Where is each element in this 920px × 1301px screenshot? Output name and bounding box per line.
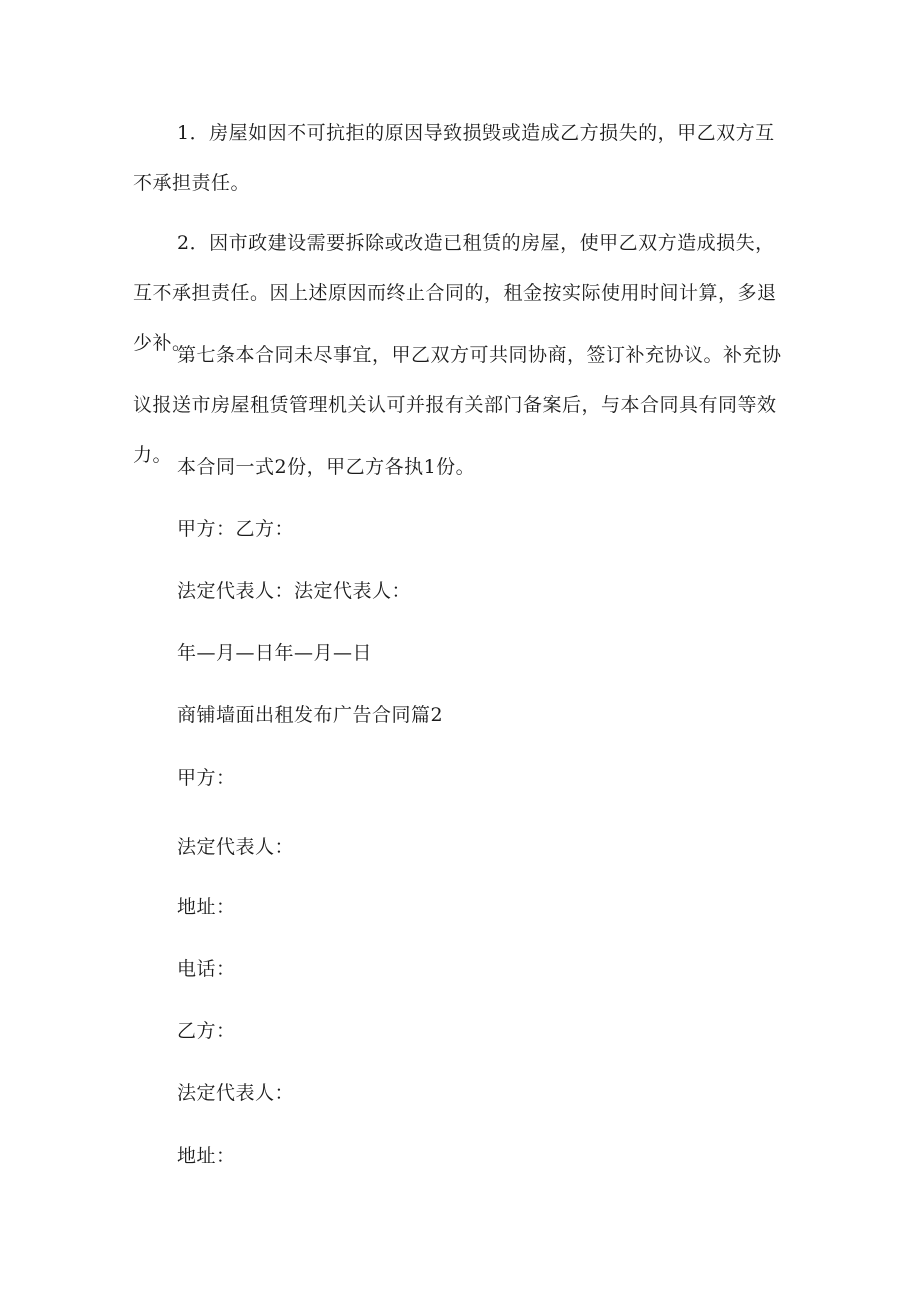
- signature-date: 年—月—日年—月—日: [177, 642, 373, 664]
- party-b-address-label: 地址：: [177, 1145, 236, 1167]
- party-a-phone-label: 电话：: [177, 958, 236, 980]
- party-a-address-label: 地址：: [177, 896, 236, 918]
- clause-municipal-demolition: 2．因市政建设需要拆除或改造已租赁的房屋，使甲乙双方造成损失，互不承担责任。因上述原因而终止合同的，租金按实际使用时间计算，多退少补。: [133, 232, 777, 354]
- party-b-legal-rep-label: 法定代表人：: [177, 1082, 295, 1104]
- party-a-b-signature: 甲方：乙方：: [177, 518, 295, 540]
- party-a-legal-rep-label: 法定代表人：: [177, 836, 295, 858]
- clause-force-majeure: 1．房屋如因不可抗拒的原因导致损毁或造成乙方损失的，甲乙双方互不承担责任。: [133, 122, 775, 194]
- party-b-label: 乙方：: [177, 1020, 236, 1042]
- copies-statement: 本合同一式2份，甲乙方各执1份。: [177, 456, 476, 478]
- section-title-contract-2: 商铺墙面出租发布广告合同篇2: [177, 704, 444, 726]
- party-a-label: 甲方：: [177, 767, 236, 789]
- clause-article-seven: 第七条本合同未尽事宜，甲乙双方可共同协商，签订补充协议。补充协议报送市房屋租赁管理机关认可并报有关部门备案后，与本合同具有同等效力。: [133, 344, 782, 466]
- legal-rep-signature: 法定代表人：法定代表人：: [177, 580, 412, 602]
